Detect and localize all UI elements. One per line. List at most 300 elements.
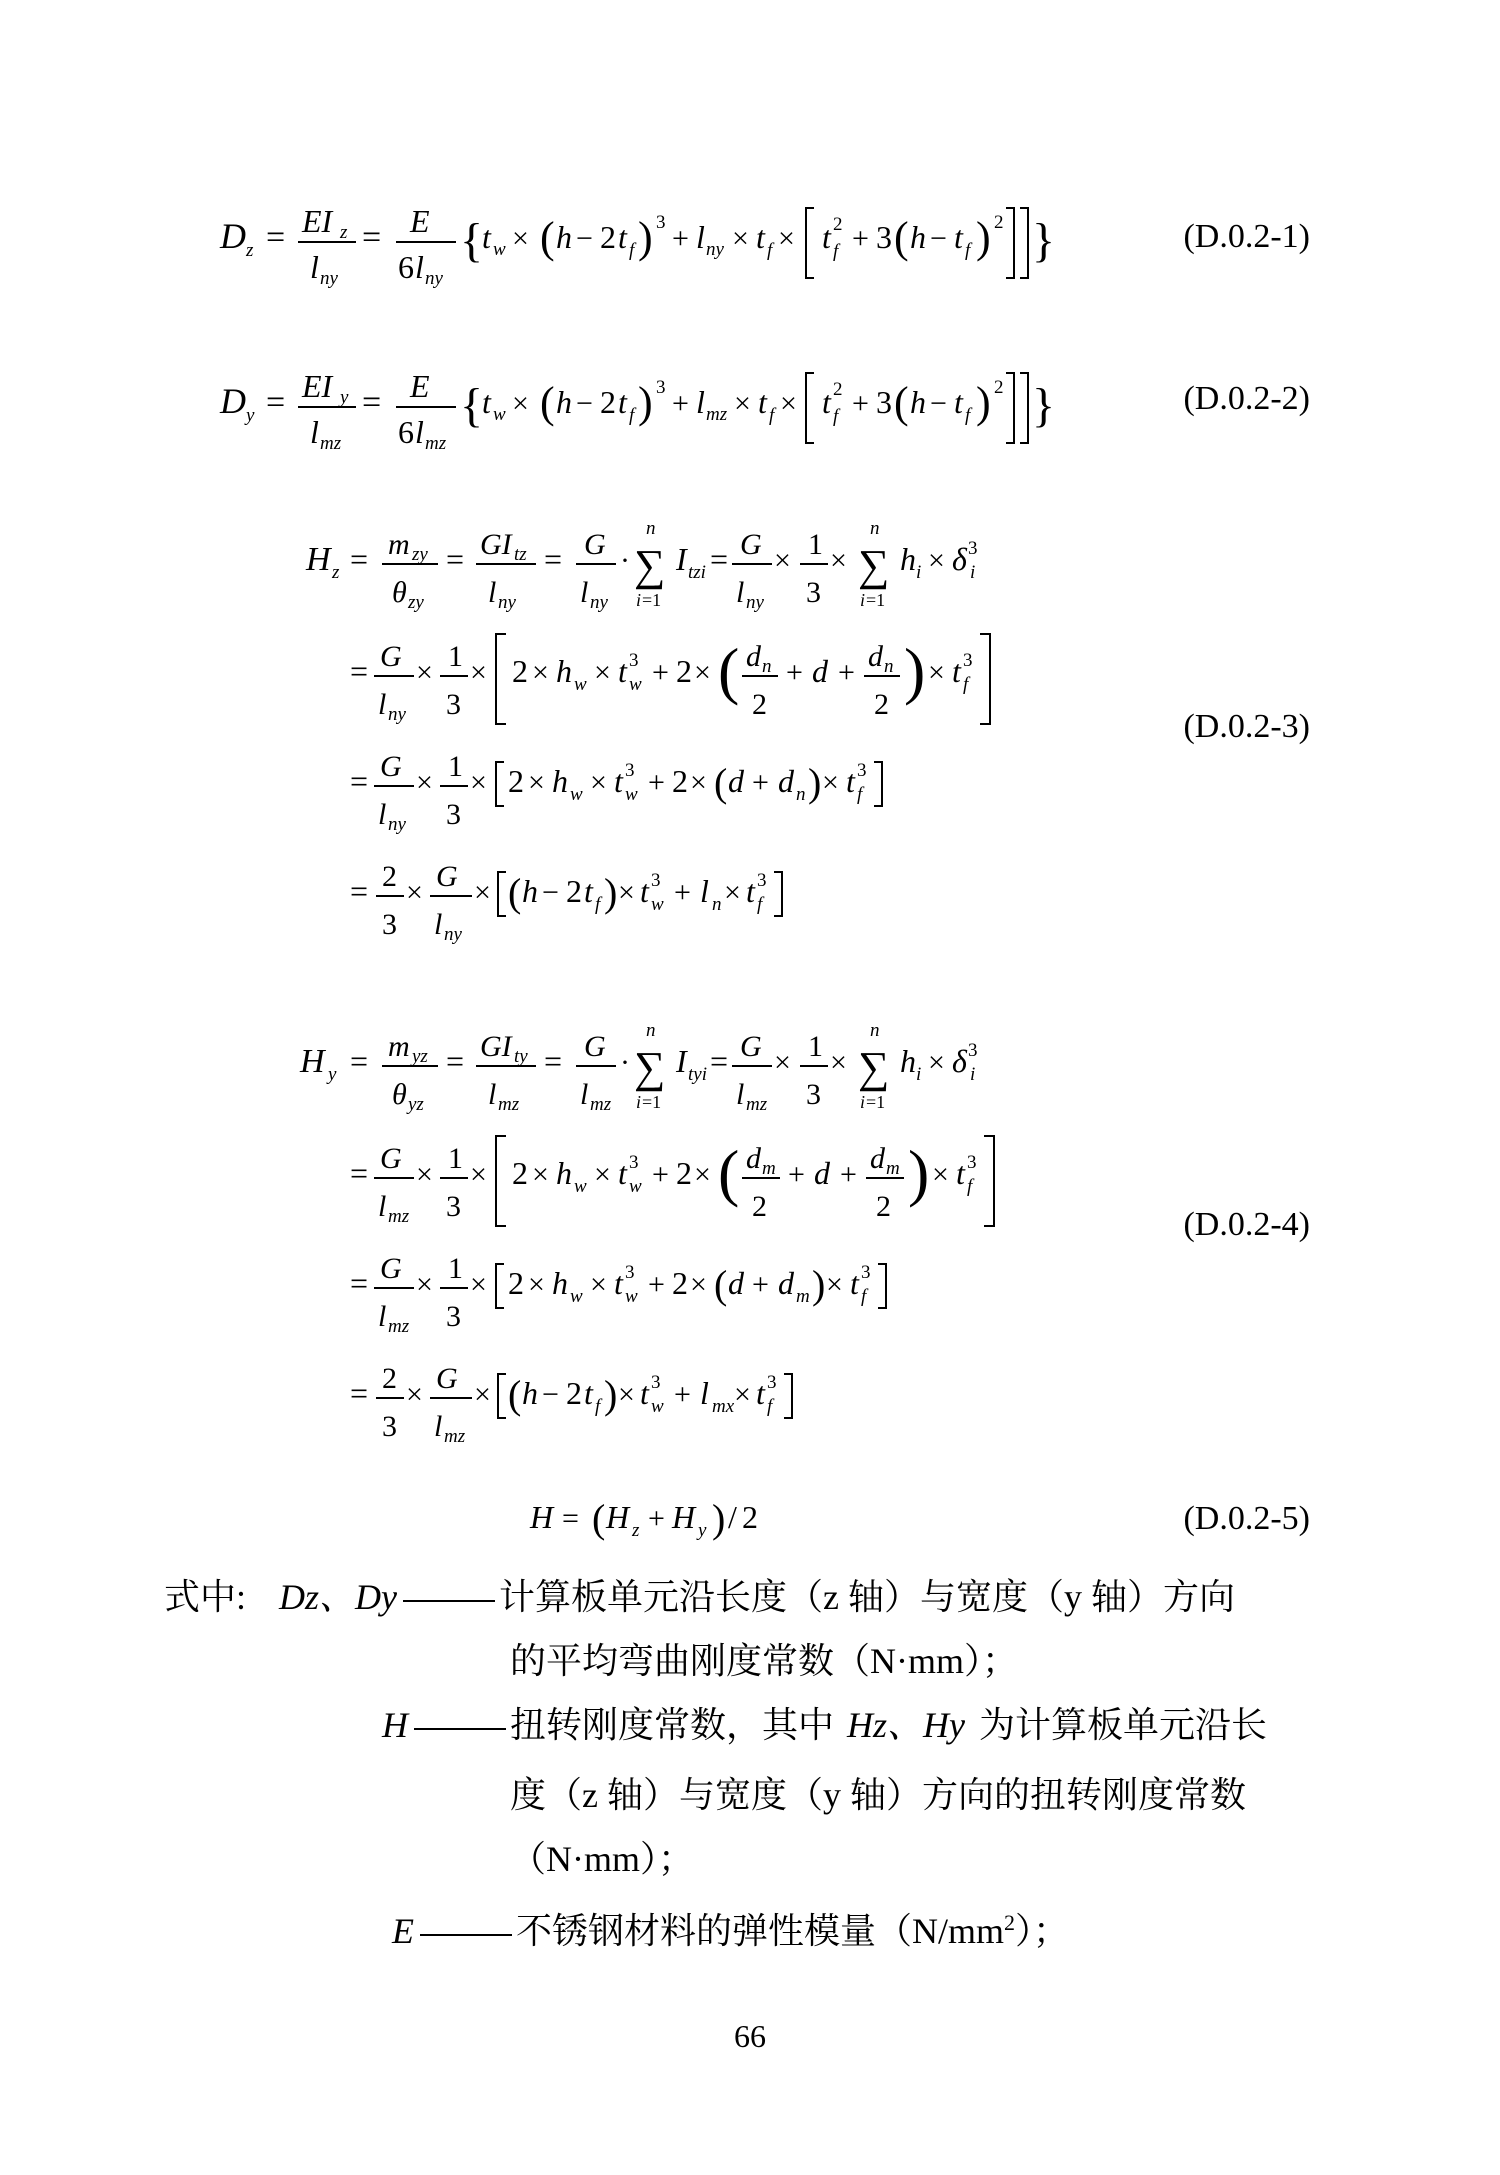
equation-d025 xyxy=(520,1488,840,1548)
svg-text:×: × xyxy=(732,222,749,255)
svg-text:+: + xyxy=(672,222,689,255)
svg-text:3: 3 xyxy=(857,760,867,781)
svg-text:×: × xyxy=(928,656,945,689)
definition-e-text-b: ）； xyxy=(1015,1911,1070,1951)
svg-text:f: f xyxy=(767,1396,773,1417)
svg-text:1: 1 xyxy=(808,528,823,561)
svg-text:l: l xyxy=(696,384,705,420)
svg-text:ny: ny xyxy=(498,592,516,613)
svg-text:h: h xyxy=(556,384,572,420)
svg-text:=: = xyxy=(544,541,563,577)
svg-text:G: G xyxy=(740,528,762,561)
definition-intro: 式中: xyxy=(164,1577,247,1617)
svg-text:h: h xyxy=(522,1375,538,1411)
svg-text:3: 3 xyxy=(861,1262,871,1283)
svg-text:z: z xyxy=(340,222,348,243)
svg-text:t: t xyxy=(640,1375,649,1411)
svg-text:G: G xyxy=(436,1362,458,1395)
svg-text:y: y xyxy=(246,405,255,426)
svg-text:d: d xyxy=(778,1265,794,1301)
svg-text:(: ( xyxy=(894,213,909,262)
svg-text:=: = xyxy=(350,1043,369,1079)
definition-h-text-3: （N·mm）； xyxy=(510,1839,694,1879)
definition-h-text-b: 为计算板单元沿长 xyxy=(979,1705,1268,1745)
svg-text:+: + xyxy=(752,1268,769,1301)
svg-text:−: − xyxy=(930,222,947,255)
svg-text:×: × xyxy=(822,766,839,799)
equation-d022 xyxy=(210,345,1110,455)
svg-text:3: 3 xyxy=(651,870,661,891)
svg-text:w: w xyxy=(625,784,638,805)
equation-number-3: (D.0.2-3) xyxy=(1183,708,1310,745)
svg-text:l: l xyxy=(378,1190,387,1223)
svg-text:×: × xyxy=(470,1158,487,1191)
svg-text:2: 2 xyxy=(752,688,767,721)
svg-text:mz: mz xyxy=(320,433,342,454)
svg-text:2: 2 xyxy=(600,219,616,255)
definition-e xyxy=(392,1891,1069,1963)
svg-text:t: t xyxy=(954,219,963,255)
svg-text:h: h xyxy=(556,219,572,255)
svg-text:mz: mz xyxy=(444,1426,466,1447)
svg-text:θ: θ xyxy=(392,1078,407,1111)
equation-number-5: (D.0.2-5) xyxy=(1183,1500,1310,1537)
definition-h-text-a: 扭转刚度常数，其中 xyxy=(510,1705,835,1745)
equation-d024 xyxy=(300,1012,1060,1462)
svg-text:mz: mz xyxy=(498,1094,520,1115)
svg-text:+: + xyxy=(840,1158,857,1191)
svg-text:2: 2 xyxy=(752,1190,767,1223)
svg-text:mz: mz xyxy=(388,1316,410,1337)
svg-text:z: z xyxy=(632,1520,640,1541)
svg-text:(: ( xyxy=(540,213,555,262)
svg-text:mx: mx xyxy=(712,1396,735,1417)
svg-text:×: × xyxy=(474,1378,491,1411)
svg-text:=: = xyxy=(350,1155,369,1191)
definition-h-text-2: 度（z 轴）与宽度（y 轴）方向的扭转刚度常数 xyxy=(510,1775,1246,1815)
svg-text:×: × xyxy=(470,656,487,689)
svg-text:2: 2 xyxy=(994,377,1004,398)
svg-text:w: w xyxy=(570,784,583,805)
svg-text:−: − xyxy=(930,387,947,420)
svg-text:∑: ∑ xyxy=(634,1043,666,1092)
svg-text:∑: ∑ xyxy=(634,541,666,590)
svg-text:×: × xyxy=(416,1158,433,1191)
svg-text:D: D xyxy=(220,381,246,421)
svg-text:=: = xyxy=(446,1043,465,1079)
svg-text:2: 2 xyxy=(672,1265,688,1301)
svg-text:·: · xyxy=(620,544,630,577)
svg-text:H: H xyxy=(300,1043,325,1080)
svg-text:3: 3 xyxy=(806,1078,821,1111)
svg-text:l: l xyxy=(580,576,589,609)
svg-text:t: t xyxy=(618,384,627,420)
svg-text:+: + xyxy=(652,656,669,689)
definition-d-symbols: Dz、Dy xyxy=(279,1577,398,1617)
svg-text:3: 3 xyxy=(446,688,461,721)
svg-text:): ) xyxy=(712,1496,726,1541)
svg-text:+: + xyxy=(788,1158,805,1191)
svg-text:3: 3 xyxy=(651,1372,661,1393)
svg-text:×: × xyxy=(594,1158,611,1191)
svg-text:+: + xyxy=(752,766,769,799)
svg-text:n: n xyxy=(762,656,772,677)
svg-text:mz: mz xyxy=(746,1094,768,1115)
svg-text:3: 3 xyxy=(629,1152,639,1173)
svg-text:2: 2 xyxy=(676,1155,692,1191)
svg-text:h: h xyxy=(900,1043,916,1079)
svg-text:): ) xyxy=(604,870,618,915)
svg-text:+: + xyxy=(648,1502,665,1535)
svg-text:3: 3 xyxy=(629,650,639,671)
svg-text:×: × xyxy=(470,1268,487,1301)
svg-text:mz: mz xyxy=(388,1206,410,1227)
svg-text:t: t xyxy=(756,219,765,255)
svg-text:=: = xyxy=(544,1043,563,1079)
svg-text:G: G xyxy=(740,1030,762,1063)
svg-text:=1: =1 xyxy=(866,590,886,610)
svg-text:t: t xyxy=(584,873,593,909)
equation-d023 xyxy=(300,510,1060,960)
svg-text:=: = xyxy=(446,541,465,577)
svg-text:×: × xyxy=(734,1378,751,1411)
svg-text:H: H xyxy=(606,1499,630,1535)
svg-text:(: ( xyxy=(894,378,909,427)
svg-text:×: × xyxy=(830,544,847,577)
svg-text:+: + xyxy=(852,387,869,420)
svg-text:w: w xyxy=(574,674,587,695)
svg-text:mz: mz xyxy=(425,433,447,454)
svg-text:h: h xyxy=(910,219,926,255)
svg-text:∑: ∑ xyxy=(858,541,890,590)
svg-text:ny: ny xyxy=(425,268,443,289)
svg-text:yz: yz xyxy=(412,1046,428,1067)
svg-text:l: l xyxy=(736,1078,745,1111)
svg-text:2: 2 xyxy=(512,653,528,689)
svg-text:l: l xyxy=(700,873,709,909)
svg-text:n: n xyxy=(796,784,806,805)
svg-text:w: w xyxy=(651,894,664,915)
svg-text:×: × xyxy=(690,766,707,799)
svg-text:m: m xyxy=(886,1158,900,1179)
svg-text:): ) xyxy=(604,1372,618,1417)
svg-text:2: 2 xyxy=(600,384,616,420)
svg-text:f: f xyxy=(595,1396,601,1417)
svg-text:y: y xyxy=(328,1064,337,1085)
svg-text:ny: ny xyxy=(388,704,406,725)
svg-text:θ: θ xyxy=(392,576,407,609)
svg-text:3: 3 xyxy=(876,384,892,420)
svg-text:l: l xyxy=(488,576,497,609)
svg-text:l: l xyxy=(736,576,745,609)
svg-text:6: 6 xyxy=(398,249,414,285)
svg-text:f: f xyxy=(965,405,971,426)
equation-number-1: (D.0.2-1) xyxy=(1183,218,1310,255)
definition-e-symbol: E xyxy=(392,1911,414,1951)
svg-text:ny: ny xyxy=(320,268,338,289)
definition-h-subsymbols: Hz、Hy xyxy=(847,1705,966,1745)
svg-text:=: = xyxy=(362,219,382,256)
svg-text:2: 2 xyxy=(994,212,1004,233)
svg-text:2: 2 xyxy=(672,763,688,799)
svg-text:3: 3 xyxy=(968,538,978,559)
svg-text:×: × xyxy=(778,222,795,255)
svg-text:d: d xyxy=(746,1142,761,1175)
svg-text:3: 3 xyxy=(382,1410,397,1443)
svg-text:=: = xyxy=(350,873,369,909)
svg-text:t: t xyxy=(618,653,627,689)
svg-text:=: = xyxy=(350,763,369,799)
svg-text:+: + xyxy=(786,656,803,689)
svg-text:EI: EI xyxy=(302,203,333,239)
svg-text:×: × xyxy=(928,544,945,577)
svg-text:GI: GI xyxy=(480,528,512,561)
svg-text:×: × xyxy=(932,1158,949,1191)
svg-text:t: t xyxy=(746,873,755,909)
svg-text:t: t xyxy=(482,384,491,420)
svg-text:2: 2 xyxy=(512,1155,528,1191)
svg-text:t: t xyxy=(956,1155,965,1191)
svg-text:zy: zy xyxy=(412,544,428,565)
svg-text:t: t xyxy=(952,653,961,689)
svg-text:d: d xyxy=(728,1265,744,1301)
svg-text:δ: δ xyxy=(952,1043,967,1079)
definition-h-symbol: H xyxy=(382,1705,408,1745)
svg-text:×: × xyxy=(416,1268,433,1301)
svg-text:n: n xyxy=(712,894,722,915)
definition-d-text-2: 的平均弯曲刚度常数（N·mm）； xyxy=(510,1641,1018,1681)
svg-text:d: d xyxy=(812,653,828,689)
svg-text:+: + xyxy=(838,656,855,689)
svg-text:d: d xyxy=(728,763,744,799)
svg-text:{: { xyxy=(460,214,484,267)
svg-text:y: y xyxy=(698,1520,707,1541)
svg-text:m: m xyxy=(796,1286,810,1307)
svg-text:3: 3 xyxy=(806,576,821,609)
svg-text:×: × xyxy=(734,387,751,420)
svg-text:n: n xyxy=(870,518,880,539)
equation-d021 xyxy=(210,180,1110,290)
svg-text:E: E xyxy=(410,368,430,404)
svg-text:n: n xyxy=(884,656,894,677)
svg-text:h: h xyxy=(522,873,538,909)
svg-text:3: 3 xyxy=(446,1190,461,1223)
svg-text:3: 3 xyxy=(446,798,461,831)
svg-text:×: × xyxy=(690,1268,707,1301)
svg-text:h: h xyxy=(552,1265,568,1301)
svg-text:n: n xyxy=(646,518,656,539)
svg-text:l: l xyxy=(378,798,387,831)
svg-text:ty: ty xyxy=(514,1046,528,1067)
svg-text:w: w xyxy=(574,1176,587,1197)
svg-text:=: = xyxy=(350,1265,369,1301)
svg-text:H: H xyxy=(306,541,331,578)
svg-text:G: G xyxy=(380,640,402,673)
svg-text:=: = xyxy=(562,1502,579,1535)
svg-text:×: × xyxy=(474,876,491,909)
page-number: 66 xyxy=(734,2018,766,2054)
em-dash xyxy=(420,1934,512,1936)
equation-number-2: (D.0.2-2) xyxy=(1183,380,1310,417)
svg-text:H: H xyxy=(530,1499,554,1535)
svg-text:n: n xyxy=(646,1020,656,1041)
svg-text:t: t xyxy=(482,219,491,255)
svg-text:t: t xyxy=(584,1375,593,1411)
svg-text:l: l xyxy=(580,1078,589,1111)
svg-text:(: ( xyxy=(540,378,555,427)
definition-h-cont2 xyxy=(510,1827,694,1891)
svg-text:{: { xyxy=(460,379,484,432)
svg-text:−: − xyxy=(542,1378,559,1411)
svg-text:f: f xyxy=(861,1286,867,1307)
svg-text:×: × xyxy=(618,876,635,909)
svg-text:mz: mz xyxy=(706,404,728,425)
svg-text:h: h xyxy=(556,653,572,689)
svg-text:h: h xyxy=(556,1155,572,1191)
svg-text:}: } xyxy=(1032,379,1056,432)
svg-text:i: i xyxy=(860,590,866,610)
svg-text:=: = xyxy=(266,219,286,256)
svg-text:z: z xyxy=(332,562,340,583)
svg-text:+: + xyxy=(648,1268,665,1301)
svg-text:f: f xyxy=(965,240,971,261)
svg-text:×: × xyxy=(512,387,529,420)
svg-text:3: 3 xyxy=(625,760,635,781)
svg-text:×: × xyxy=(774,1046,791,1079)
svg-text:3: 3 xyxy=(968,1040,978,1061)
svg-text:ny: ny xyxy=(388,814,406,835)
svg-text:×: × xyxy=(532,1158,549,1191)
definition-e-text-a: 不锈钢材料的弹性模量（N/mm xyxy=(516,1911,1005,1951)
svg-text:l: l xyxy=(378,688,387,721)
svg-text:3: 3 xyxy=(963,650,973,671)
svg-text:/: / xyxy=(728,1499,737,1535)
svg-text:G: G xyxy=(584,1030,606,1063)
svg-text:×: × xyxy=(590,766,607,799)
svg-text:f: f xyxy=(629,405,635,426)
svg-text:t: t xyxy=(640,873,649,909)
equation-number-4: (D.0.2-4) xyxy=(1183,1206,1310,1243)
svg-text:G: G xyxy=(436,860,458,893)
svg-text:2: 2 xyxy=(382,860,397,893)
svg-text:G: G xyxy=(380,750,402,783)
svg-text:d: d xyxy=(778,763,794,799)
svg-text:f: f xyxy=(833,241,839,262)
svg-text:GI: GI xyxy=(480,1030,512,1063)
svg-text:×: × xyxy=(780,387,797,420)
svg-text:=: = xyxy=(350,541,369,577)
svg-text:(: ( xyxy=(508,1372,522,1417)
svg-text:l: l xyxy=(378,1300,387,1333)
svg-text:×: × xyxy=(826,1268,843,1301)
svg-text:×: × xyxy=(416,656,433,689)
svg-text:=: = xyxy=(710,541,729,577)
svg-text:2: 2 xyxy=(742,1499,758,1535)
svg-text:tz: tz xyxy=(514,544,527,565)
svg-text:i: i xyxy=(636,590,642,610)
svg-text:G: G xyxy=(380,1142,402,1175)
svg-text:+: + xyxy=(852,222,869,255)
svg-text:l: l xyxy=(700,1375,709,1411)
svg-text:t: t xyxy=(758,384,767,420)
svg-text:f: f xyxy=(595,894,601,915)
svg-text:=1: =1 xyxy=(642,590,662,610)
svg-text:l: l xyxy=(310,414,319,450)
svg-text:D: D xyxy=(220,216,246,256)
svg-text:·: · xyxy=(620,1046,630,1079)
svg-text:×: × xyxy=(406,876,423,909)
svg-text:l: l xyxy=(415,414,424,450)
svg-text:f: f xyxy=(629,240,635,261)
svg-text:I: I xyxy=(676,541,687,577)
svg-text:d: d xyxy=(814,1155,830,1191)
svg-text:2: 2 xyxy=(833,379,843,400)
svg-text:m: m xyxy=(388,528,410,561)
svg-text:×: × xyxy=(724,876,741,909)
svg-text:l: l xyxy=(310,249,319,285)
svg-text:t: t xyxy=(822,219,831,255)
svg-text:1: 1 xyxy=(448,1252,463,1285)
svg-text:=: = xyxy=(350,653,369,689)
svg-text:): ) xyxy=(976,378,991,427)
svg-text:w: w xyxy=(493,404,506,425)
svg-text:f: f xyxy=(833,406,839,427)
svg-text:f: f xyxy=(857,784,863,805)
em-dash xyxy=(414,1728,506,1730)
svg-text:2: 2 xyxy=(382,1362,397,1395)
svg-text:t: t xyxy=(822,384,831,420)
svg-text:f: f xyxy=(757,894,763,915)
svg-text:(: ( xyxy=(714,1262,728,1307)
svg-text:): ) xyxy=(976,213,991,262)
svg-text:2: 2 xyxy=(566,1375,582,1411)
svg-text:2: 2 xyxy=(676,653,692,689)
svg-text:2: 2 xyxy=(508,763,524,799)
svg-text:3: 3 xyxy=(967,1152,977,1173)
definition-d-cont xyxy=(510,1629,1018,1693)
svg-text:): ) xyxy=(638,213,653,262)
svg-text:×: × xyxy=(406,1378,423,1411)
svg-text:tzi: tzi xyxy=(688,562,706,583)
svg-text:I: I xyxy=(676,1043,687,1079)
svg-text:G: G xyxy=(584,528,606,561)
svg-text:): ) xyxy=(808,760,822,805)
svg-text:=1: =1 xyxy=(866,1092,886,1112)
svg-text:3: 3 xyxy=(767,1372,777,1393)
svg-text:t: t xyxy=(614,763,623,799)
svg-text:w: w xyxy=(625,1286,638,1307)
svg-text:t: t xyxy=(756,1375,765,1411)
svg-text:f: f xyxy=(767,240,773,261)
svg-text:3: 3 xyxy=(446,1300,461,1333)
svg-text:×: × xyxy=(532,656,549,689)
svg-text:2: 2 xyxy=(876,1190,891,1223)
svg-text:t: t xyxy=(618,219,627,255)
definition-d xyxy=(164,1565,1235,1629)
svg-text:∑: ∑ xyxy=(858,1043,890,1092)
svg-text:2: 2 xyxy=(566,873,582,909)
svg-text:1: 1 xyxy=(808,1030,823,1063)
svg-text:3: 3 xyxy=(656,212,666,233)
svg-text:l: l xyxy=(415,249,424,285)
svg-text:×: × xyxy=(594,656,611,689)
em-dash xyxy=(403,1600,495,1602)
svg-text:3: 3 xyxy=(382,908,397,941)
svg-text:×: × xyxy=(774,544,791,577)
svg-text:): ) xyxy=(812,1262,826,1307)
svg-text:i: i xyxy=(860,1092,866,1112)
svg-text:×: × xyxy=(528,766,545,799)
